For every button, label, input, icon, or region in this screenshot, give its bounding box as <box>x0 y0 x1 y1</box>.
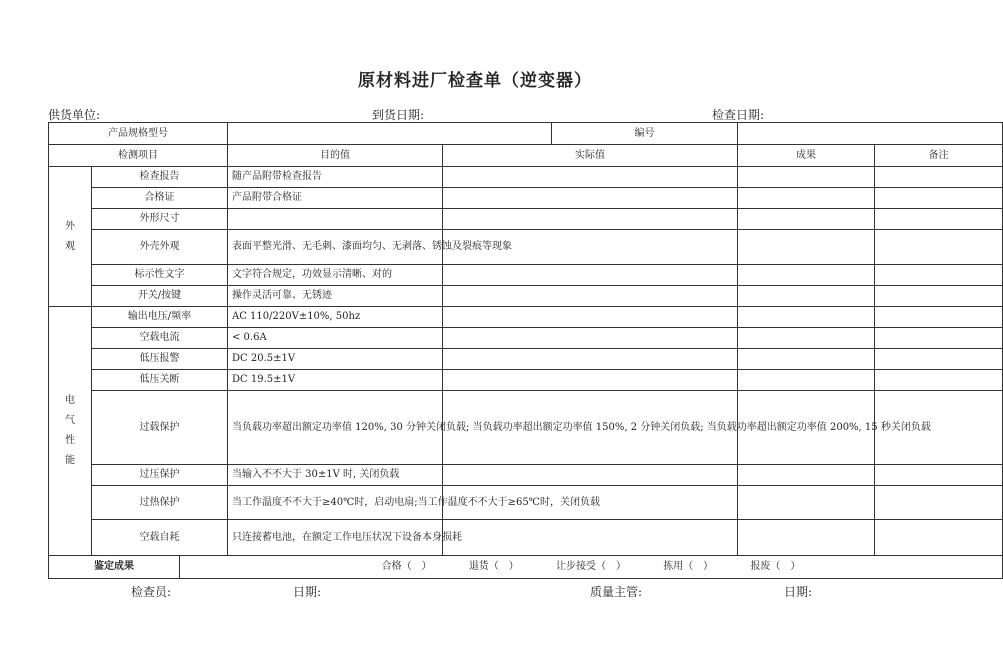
option-pass[interactable]: 合格（ ） <box>381 561 432 572</box>
supplier-label: 供货单位: <box>48 108 101 122</box>
remark-cell[interactable] <box>875 328 1003 349</box>
target-cell: 文字符合规定，功效显示清晰、对的 <box>228 265 443 286</box>
actual-cell[interactable] <box>443 349 738 370</box>
item-cell: 空载电流 <box>92 328 228 349</box>
spec-label: 产品规格型号 <box>49 123 228 145</box>
actual-cell[interactable] <box>443 307 738 328</box>
actual-cell[interactable] <box>443 209 738 230</box>
result-cell[interactable] <box>738 370 875 391</box>
table-row <box>49 167 1003 188</box>
actual-cell[interactable] <box>443 328 738 349</box>
col-header-result: 成果 <box>738 145 875 167</box>
item-cell: 外壳外观 <box>92 230 228 265</box>
table-row <box>49 349 1003 370</box>
item-cell: 检查报告 <box>92 167 228 188</box>
group-label: 电 气 性 能 <box>49 307 92 556</box>
result-cell[interactable] <box>738 307 875 328</box>
target-cell: 当负载功率超出额定功率值 120%, 30 分钟关闭负载; 当负载功率超出额定功率值 150%, 2 分钟关闭负载; 当负载功率超出额定功率值 200%, 15 秒关闭负载 <box>228 391 443 465</box>
item-cell: 过热保护 <box>92 486 228 520</box>
item-cell: 低压关断 <box>92 370 228 391</box>
table-row <box>49 391 1003 465</box>
table-row <box>49 286 1003 307</box>
group-label: 外 观 <box>49 167 92 307</box>
actual-cell[interactable] <box>443 167 738 188</box>
item-cell: 输出电压/频率 <box>92 307 228 328</box>
item-cell: 过载保护 <box>92 391 228 465</box>
item-cell: 开关/按键 <box>92 286 228 307</box>
actual-cell[interactable] <box>443 370 738 391</box>
remark-cell[interactable] <box>875 265 1003 286</box>
result-cell[interactable] <box>738 265 875 286</box>
actual-cell[interactable] <box>443 188 738 209</box>
item-cell: 空载自耗 <box>92 520 228 556</box>
remark-cell[interactable] <box>875 167 1003 188</box>
table-row <box>49 520 1003 556</box>
remark-cell[interactable] <box>875 486 1003 520</box>
result-cell[interactable] <box>738 465 875 486</box>
target-cell: 只连接蓄电池，在额定工作电压状况下设备本身损耗 <box>228 520 443 556</box>
target-cell: 表面平整光滑、无毛刺、漆面均匀、无剥落、锈蚀及裂痕等现象 <box>228 230 443 265</box>
item-cell: 外形尺寸 <box>92 209 228 230</box>
remark-cell[interactable] <box>875 520 1003 556</box>
arrival-date-label: 到货日期: <box>372 108 425 122</box>
col-header-item: 检测项目 <box>49 145 228 167</box>
code-value-cell[interactable] <box>738 123 1003 145</box>
target-cell: 当工作温度不不大于≥40℃时，启动电扇;当工作温度不不大于≥65℃时，关闭负载 <box>228 486 443 520</box>
table-row <box>49 465 1003 486</box>
option-sort[interactable]: 拣用（ ） <box>663 561 714 572</box>
option-concession[interactable]: 让步接受（ ） <box>556 561 626 572</box>
result-cell[interactable] <box>738 167 875 188</box>
table-row <box>49 328 1003 349</box>
code-label: 编号 <box>552 123 738 145</box>
remark-cell[interactable] <box>875 349 1003 370</box>
item-cell: 合格证 <box>92 188 228 209</box>
target-cell: AC 110/220V±10%, 50hz <box>228 307 443 328</box>
spec-row <box>49 123 1003 145</box>
col-header-remark: 备注 <box>875 145 1003 167</box>
actual-cell[interactable] <box>443 520 738 556</box>
inspect-date-label: 检查日期: <box>712 108 765 122</box>
target-cell: 当输入不不大于 30±1V 时, 关闭负载 <box>228 465 443 486</box>
item-cell: 低压报警 <box>92 349 228 370</box>
inspection-table <box>48 122 1003 579</box>
col-header-actual: 实际值 <box>443 145 738 167</box>
remark-cell[interactable] <box>875 286 1003 307</box>
remark-cell[interactable] <box>875 465 1003 486</box>
result-cell[interactable] <box>738 286 875 307</box>
item-cell: 过压保护 <box>92 465 228 486</box>
option-scrap[interactable]: 报废（ ） <box>750 561 801 572</box>
spec-value-cell[interactable] <box>228 123 552 145</box>
result-cell[interactable] <box>738 328 875 349</box>
target-cell: DC 19.5±1V <box>228 370 443 391</box>
result-cell[interactable] <box>738 209 875 230</box>
result-cell[interactable] <box>738 188 875 209</box>
table-row <box>49 265 1003 286</box>
date-label-2: 日期: <box>784 585 813 599</box>
manager-label: 质量主管: <box>590 585 643 599</box>
target-cell: 随产品附带检查报告 <box>228 167 443 188</box>
column-header-row <box>49 145 1003 167</box>
result-cell[interactable] <box>738 349 875 370</box>
table-row <box>49 188 1003 209</box>
actual-cell[interactable] <box>443 265 738 286</box>
actual-cell[interactable] <box>443 286 738 307</box>
target-cell <box>228 209 443 230</box>
result-label: 鉴定成果 <box>49 556 180 579</box>
table-row <box>49 230 1003 265</box>
result-cell[interactable] <box>738 520 875 556</box>
option-return[interactable]: 退货（ ） <box>468 561 519 572</box>
target-cell: < 0.6A <box>228 328 443 349</box>
target-cell: 产品附带合格证 <box>228 188 443 209</box>
result-row <box>49 556 1003 579</box>
table-row <box>49 307 1003 328</box>
actual-cell[interactable] <box>443 465 738 486</box>
inspector-label: 检查员: <box>131 585 172 599</box>
table-row <box>49 209 1003 230</box>
remark-cell[interactable] <box>875 370 1003 391</box>
table-row <box>49 370 1003 391</box>
result-cell[interactable] <box>738 230 875 265</box>
page-title: 原材料进厂检查单（逆变器） <box>358 71 592 91</box>
date-label-1: 日期: <box>293 585 322 599</box>
remark-cell[interactable] <box>875 209 1003 230</box>
result-cell[interactable] <box>738 486 875 520</box>
remark-cell[interactable] <box>875 307 1003 328</box>
target-cell: DC 20.5±1V <box>228 349 443 370</box>
result-options <box>180 556 1003 579</box>
col-header-target: 目的值 <box>228 145 443 167</box>
target-cell: 操作灵活可靠、无锈迹 <box>228 286 443 307</box>
remark-cell[interactable] <box>875 188 1003 209</box>
remark-cell[interactable] <box>875 230 1003 265</box>
item-cell: 标示性文字 <box>92 265 228 286</box>
table-row <box>49 486 1003 520</box>
